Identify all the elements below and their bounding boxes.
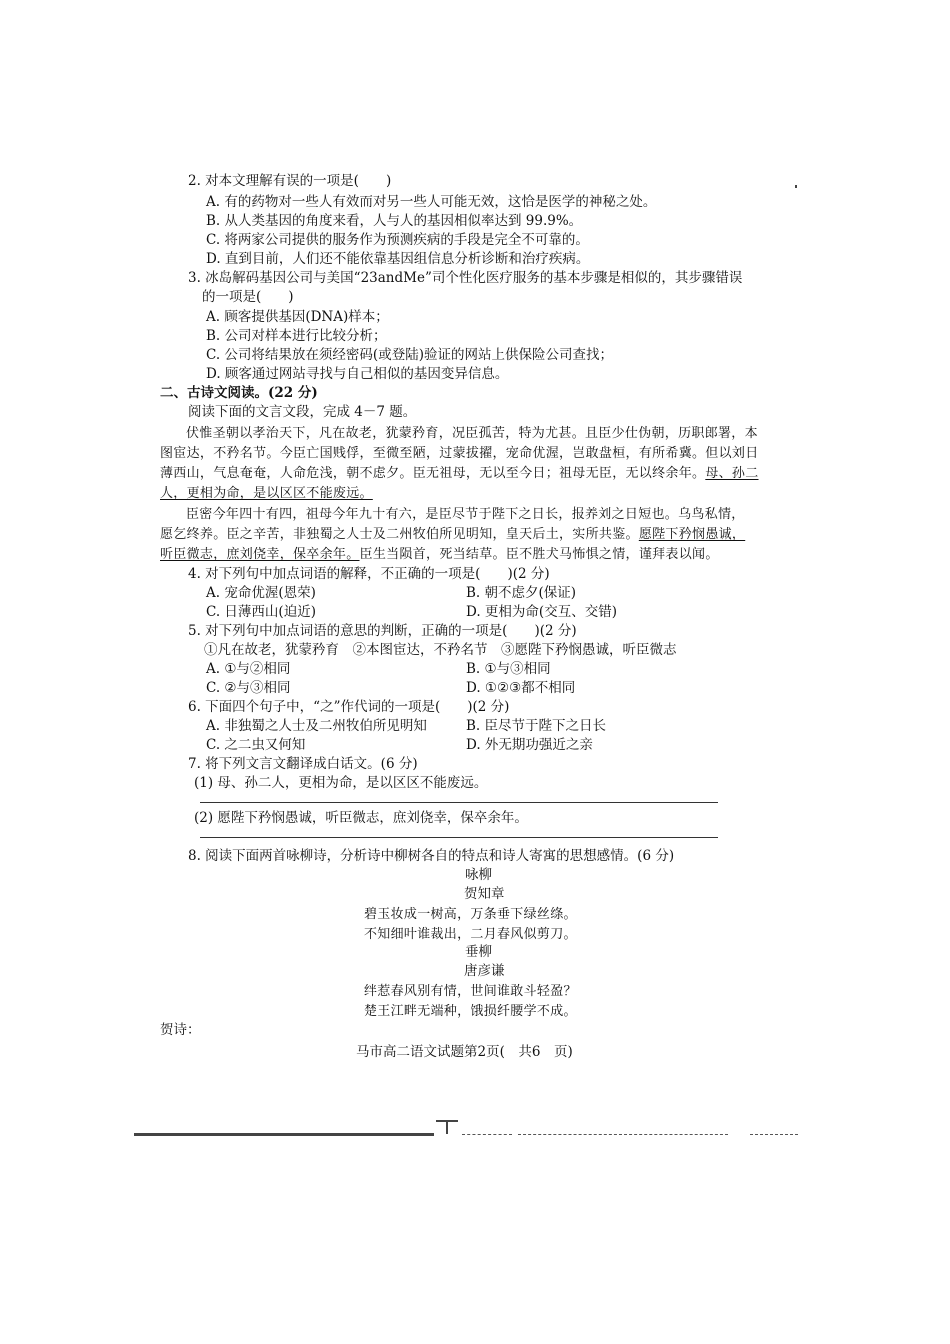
scan-edge-line — [134, 1133, 434, 1136]
section-intro: 阅读下面的文言文段，完成 4－7 题。 — [188, 404, 417, 420]
q7-stem: 7. 将下列文言文翻译成白话文。(6 分) — [188, 756, 418, 772]
answer-line — [200, 837, 718, 838]
q6-stem: 6. 下面四个句子中，“之”作代词的一项是( )(2 分) — [188, 699, 510, 715]
q6-option-b: B. 臣尽节于陛下之日长 — [466, 718, 607, 734]
passage-line: 图宦达，不矜名节。今臣亡国贱俘，至微至陋，过蒙拔擢，宠命优渥，岂敢盘桓，有所希冀。但以刘日 — [160, 446, 759, 461]
scan-edge-dash — [462, 1134, 512, 1136]
page-footer: 马市高二语文试题第2页( 共6 页) — [356, 1044, 573, 1060]
poem1-author: 贺知章 — [464, 886, 505, 902]
underlined-sentence: 母、孙二 — [705, 466, 759, 481]
underlined-sentence: 愿陛下矜悯愚诚， — [638, 527, 746, 542]
q2-option-c: C. 将两家公司提供的服务作为预测疾病的手段是完全不可靠的。 — [206, 232, 589, 248]
passage-line: 伏惟圣朝以孝治天下，凡在故老，犹蒙矜育，况臣孤苦，特为尤甚。且臣少仕伪朝，历职郎署，本 — [186, 426, 758, 441]
q3-stem-line1: 3. 冰岛解码基因公司与美国“23andMe”司个性化医疗服务的基本步骤是相似的，其步骤错误 — [188, 270, 743, 286]
passage-text: 愿乞终养。臣之辛苦，非独蜀之人士及二州牧伯所见明知，皇天后土，实所共鉴。 — [160, 527, 639, 542]
q5-option-b: B. ①与③相同 — [466, 661, 551, 677]
scan-mark — [446, 1120, 448, 1134]
poem2-author: 唐彦谦 — [464, 963, 505, 979]
underlined-sentence: 听臣微志，庶刘侥幸，保卒余年。 — [160, 547, 360, 562]
q5-option-d: D. ①②③都不相同 — [466, 680, 576, 696]
q2-option-b: B. 从人类基因的角度来看，人与人的基因相似率达到 99.9%。 — [206, 213, 583, 229]
poem2-line: 绊惹春风别有情，世间谁敢斗轻盈？ — [364, 984, 577, 999]
passage-line — [160, 546, 719, 563]
q5-option-a: A. ①与②相同 — [206, 661, 291, 677]
q4-option-c: C. 日薄西山(迫近) — [206, 604, 316, 620]
q3-option-d: D. 顾客通过网站寻找与自己相似的基因变异信息。 — [206, 366, 509, 382]
q4-option-b: B. 朝不虑夕(保证) — [466, 585, 577, 601]
q5-items: ①凡在故老，犹蒙矜育 ②本图宦达，不矜名节 ③愿陛下矜悯愚诚，听臣微志 — [204, 642, 677, 658]
passage-line: 臣密今年四十有四，祖母今年九十有六，是臣尽节于陛下之日长，报养刘之日短也。乌鸟私情， — [186, 507, 745, 522]
poem1-line: 碧玉妆成一树高，万条垂下绿丝绦。 — [364, 907, 577, 922]
poem1-line: 不知细叶谁裁出，二月春风似剪刀。 — [364, 927, 577, 942]
answer-line — [200, 802, 718, 803]
q3-stem-line2: 的一项是( ) — [202, 289, 294, 305]
q5-option-c: C. ②与③相同 — [206, 680, 291, 696]
passage-line — [160, 465, 759, 482]
q7-sentence-1: (1) 母、孙二人，更相为命，是以区区不能废远。 — [194, 775, 488, 791]
q7-sentence-2: (2) 愿陛下矜悯愚诚，听臣微志，庶刘侥幸，保卒余年。 — [194, 810, 528, 826]
poem2-line: 楚王江畔无端种，饿损纤腰学不成。 — [364, 1004, 577, 1019]
passage-text: 薄西山，气息奄奄，人命危浅，朝不虑夕。臣无祖母，无以至今日；祖母无臣，无以终余年。 — [160, 466, 706, 481]
q3-option-b: B. 公司对样本进行比较分析； — [206, 328, 387, 344]
q4-stem: 4. 对下列句中加点词语的解释，不正确的一项是( )(2 分) — [188, 566, 550, 582]
answer-label: 贺诗： — [160, 1022, 201, 1038]
q8-stem: 8. 阅读下面两首咏柳诗，分析诗中柳树各自的特点和诗人寄寓的思想感情。(6 分) — [188, 848, 675, 864]
q6-option-c: C. 之二虫又何知 — [206, 737, 306, 753]
q3-option-a: A. 顾客提供基因(DNA)样本； — [206, 309, 389, 325]
section-heading: 二、古诗文阅读。(22 分) — [160, 385, 318, 401]
scan-edge-dash — [750, 1134, 798, 1136]
q3-option-c: C. 公司将结果放在须经密码(或登陆)验证的网站上供保险公司查找； — [206, 347, 613, 363]
q2-option-d: D. 直到目前，人们还不能依靠基因组信息分析诊断和治疗疾病。 — [206, 251, 590, 267]
passage-text: 臣生当陨首，死当结草。臣不胜犬马怖惧之情，谨拜表以闻。 — [359, 547, 719, 562]
q6-option-a: A. 非独蜀之人士及二州牧伯所见明知 — [206, 718, 427, 734]
q4-option-d: D. 更相为命(交互、交错) — [466, 604, 617, 620]
passage-line — [160, 526, 745, 543]
underlined-sentence: 人，更相为命，是以区区不能废远。 — [160, 486, 373, 501]
scan-speck — [795, 185, 797, 188]
q4-option-a: A. 宠命优渥(恩荣) — [206, 585, 316, 601]
poem1-title: 咏柳 — [465, 867, 492, 883]
q2-option-a: A. 有的药物对一些人有效而对另一些人可能无效，这恰是医学的神秘之处。 — [206, 194, 657, 210]
q5-stem: 5. 对下列句中加点词语的意思的判断，正确的一项是( )(2 分) — [188, 623, 577, 639]
scan-edge-dash — [518, 1134, 728, 1136]
q6-option-d: D. 外无期功强近之亲 — [466, 737, 593, 753]
poem2-title: 垂柳 — [465, 944, 492, 960]
q2-stem: 2. 对本文理解有误的一项是( ) — [188, 173, 392, 189]
